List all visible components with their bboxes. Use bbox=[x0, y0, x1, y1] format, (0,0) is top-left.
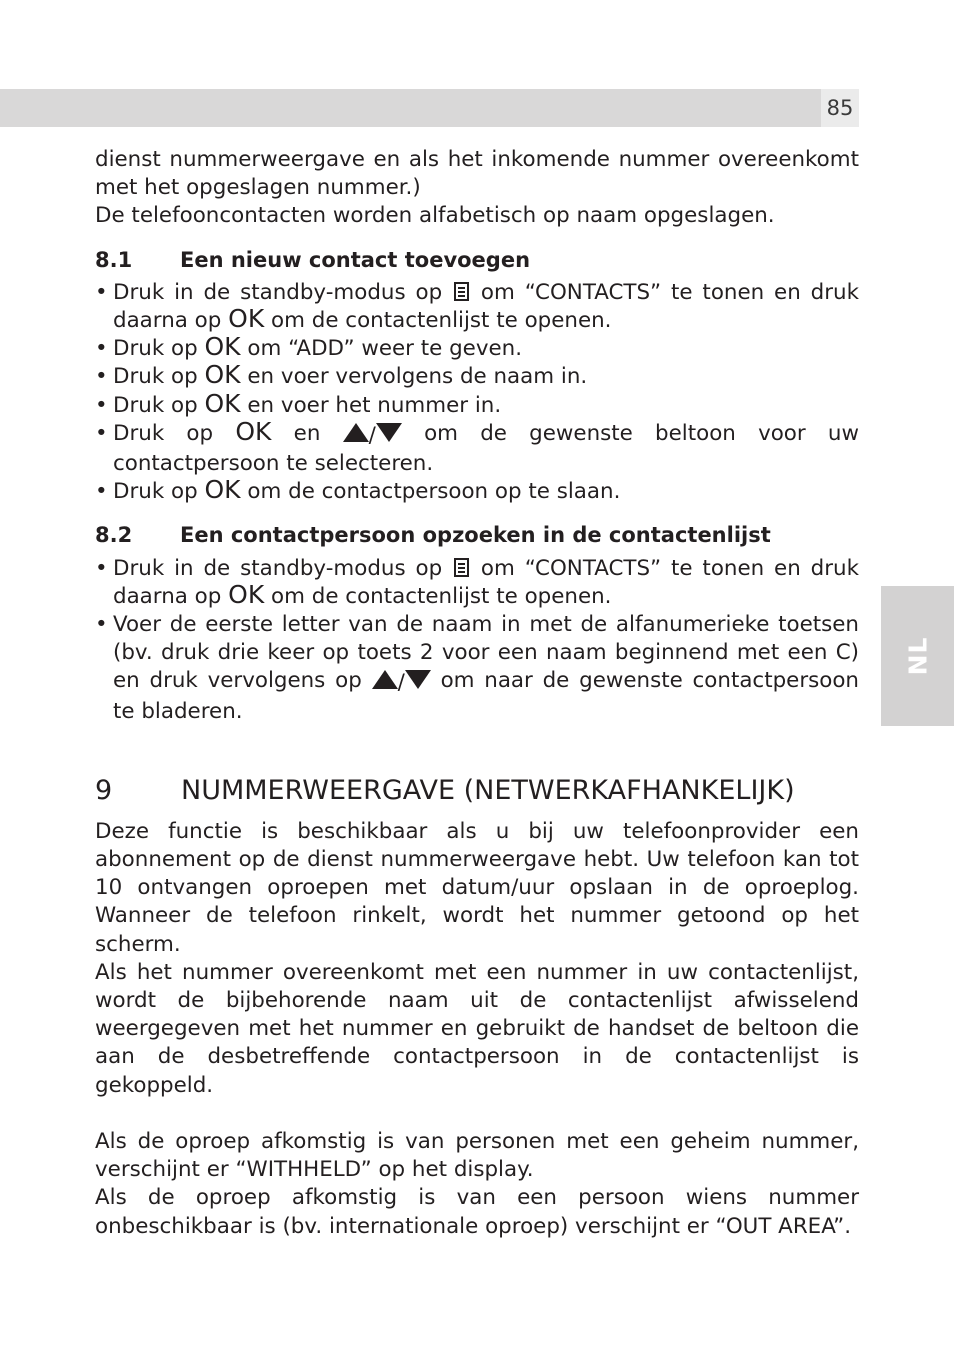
section-number: 8.1 bbox=[95, 247, 133, 272]
ok-icon: OK bbox=[228, 579, 265, 609]
section-8-1-steps bbox=[95, 279, 859, 507]
section-title: Een contactpersoon opzoeken in de contactenlijst bbox=[180, 523, 771, 548]
up-down-arrows-icon: / bbox=[343, 422, 402, 450]
page-number: 85 bbox=[821, 89, 859, 127]
ok-icon: OK bbox=[204, 360, 241, 390]
section-9-heading bbox=[95, 774, 859, 808]
list-item: • Druk in de standby-modus op om “CONTACTS” te tonen en druk daarna op OK om de contactenlijst te openen. bbox=[95, 279, 859, 335]
header-bar bbox=[0, 89, 821, 127]
intro-paragraph-2: De telefooncontacten worden alfabetisch op naam opgeslagen. bbox=[95, 203, 775, 229]
ok-icon: OK bbox=[204, 388, 241, 418]
menu-icon bbox=[454, 558, 469, 577]
section-8-2-heading bbox=[95, 521, 859, 549]
list-item: • Druk op OK en voer vervolgens de naam in. bbox=[95, 363, 859, 391]
language-tab-label: NL bbox=[903, 636, 932, 676]
list-item: • Voer de eerste letter van de naam in met de alfanumerieke toetsen (bv. druk drie keer op toets 2 voor een naam beginnend met een C) en druk vervolgens op / om naar de gewenste contactpersoon te bladeren. bbox=[95, 611, 859, 726]
list-item: • Druk op OK en voer het nummer in. bbox=[95, 392, 859, 420]
language-tab bbox=[881, 586, 954, 726]
intro-paragraph-1: dienst nummerweergave en als het inkomende nummer overeenkomt met het opgeslagen nummer.) bbox=[95, 147, 859, 201]
paragraph: Deze functie is beschikbaar als u bij uw telefoonprovider een abonnement op de dienst nummerweergave hebt. Uw telefoon kan tot 10 ontvangen oproepen met datum/uur opslaan in de oproeplog. Wanneer de telefoon rinkelt, wordt het nummer getoond op het scherm. bbox=[95, 818, 859, 957]
section-number: 9 bbox=[95, 774, 113, 806]
up-arrow-icon bbox=[343, 423, 369, 442]
ok-icon: OK bbox=[228, 304, 265, 334]
page-content bbox=[95, 146, 859, 1241]
list-item: • Druk op OK en / om de gewenste beltoon voor uw contactpersoon te selecteren. bbox=[95, 420, 859, 478]
section-number: 8.2 bbox=[95, 523, 133, 548]
section-8-1-heading bbox=[95, 246, 859, 274]
list-item: • Druk op OK om de contactpersoon op te slaan. bbox=[95, 478, 859, 506]
section-title: Een nieuw contact toevoegen bbox=[180, 247, 531, 272]
ok-icon: OK bbox=[204, 332, 241, 362]
paragraph: Als het nummer overeenkomt met een nummer in uw contactenlijst, wordt de bijbehorende naam uit de contactenlijst afwisselend weergegeven met het nummer en gebruikt de handset de beltoon die aan de desbetreffende contactpersoon in de contactenlijst is gekoppeld. bbox=[95, 959, 859, 1098]
up-down-arrows-icon: / bbox=[372, 669, 431, 697]
list-item: • Druk op OK om “ADD” weer te geven. bbox=[95, 335, 859, 363]
up-arrow-icon bbox=[372, 670, 398, 689]
paragraph: Als de oproep afkomstig is van personen met een geheim nummer, verschijnt er “WITHHELD” op het display. bbox=[95, 1128, 859, 1183]
down-arrow-icon bbox=[405, 670, 431, 689]
paragraph: Als de oproep afkomstig is van een persoon wiens nummer onbeschikbaar is (bv. internationale oproep) verschijnt er “OUT AREA”. bbox=[95, 1185, 859, 1239]
menu-icon bbox=[454, 282, 469, 301]
section-title: NUMMERWEERGAVE (NETWERKAFHANKELIJK) bbox=[181, 774, 795, 806]
ok-icon: OK bbox=[235, 416, 272, 446]
section-8-2-steps bbox=[95, 555, 859, 726]
list-item: • Druk in de standby-modus op om “CONTACTS” te tonen en druk daarna op OK om de contactenlijst te openen. bbox=[95, 555, 859, 611]
down-arrow-icon bbox=[376, 423, 402, 442]
ok-icon: OK bbox=[204, 475, 241, 505]
